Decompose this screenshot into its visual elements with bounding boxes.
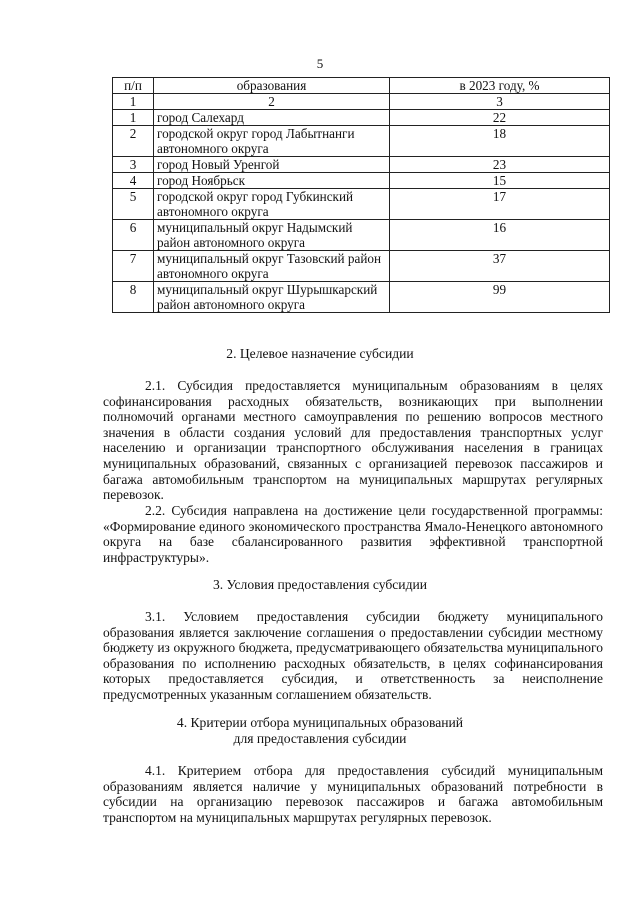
table-row: [113, 251, 610, 282]
table-header-row: [113, 78, 610, 94]
table-row: [113, 110, 610, 126]
municipality-name: городской округ город Губкинский автономного округа: [154, 189, 390, 220]
section-3-title: 3. Условия предоставления субсидии: [212, 577, 428, 592]
row-number: 6: [113, 220, 154, 251]
percent-value: 37: [390, 251, 610, 282]
paragraph-4-1: 4.1. Критерием отбора для предоставления субсидий муниципальным образованиям является наличие у муниципальных образований потребности в субсидии на организацию перевозок пассажиров и багажа автомобильным транспортом на муниципальных маршрутах регулярных перевозок.: [103, 763, 603, 825]
table-row: [113, 126, 610, 157]
section-4-title-line-2: для предоставления субсидии: [233, 731, 407, 746]
row-number: 4: [113, 173, 154, 189]
municipality-name: город Салехард: [154, 110, 390, 126]
percent-value: 16: [390, 220, 610, 251]
paragraph-2-1: 2.1. Субсидия предоставляется муниципальным образованиям в целях софинансирования расходных обязательств, возникающих при выполнении полномочий органами местного самоуправления по решению вопросов местного значения в области создания условий для предоставления транспортных услуг населению и организации транспортного обслуживания населения в границах муниципальных образований, связанных с организацией перевозок пассажиров и багажа автомобильным транспортом на муниципальных маршрутах регулярных перевозок.: [103, 378, 603, 503]
row-number: 3: [113, 157, 154, 173]
page-number: 5: [316, 56, 324, 71]
row-number: 7: [113, 251, 154, 282]
row-number: 1: [113, 110, 154, 126]
percent-value: 23: [390, 157, 610, 173]
percent-value: 18: [390, 126, 610, 157]
header-cell-name: образования: [154, 78, 390, 94]
section-4-title-line-1: 4. Критерии отбора муниципальных образований: [176, 715, 464, 730]
municipality-name: городской округ город Лабытнанги автономного округа: [154, 126, 390, 157]
index-cell-2: 2: [154, 94, 390, 110]
row-number: 2: [113, 126, 154, 157]
paragraph-2-2: 2.2. Субсидия направлена на достижение цели государственной программы: «Формирование единого экономического пространства Ямало-Ненецкого автономного округа на базе сбалансированного развития эффективной транспортной инфраструктуры».: [103, 503, 603, 565]
table-row: [113, 220, 610, 251]
table-row: [113, 189, 610, 220]
municipality-name: город Ноябрьск: [154, 173, 390, 189]
row-number: 8: [113, 282, 154, 313]
municipality-name: город Новый Уренгой: [154, 157, 390, 173]
header-cell-num: п/п: [113, 78, 154, 94]
table-row: [113, 282, 610, 313]
index-cell-3: 3: [390, 94, 610, 110]
percent-value: 99: [390, 282, 610, 313]
header-cell-value: в 2023 году, %: [390, 78, 610, 94]
paragraph-3-1: 3.1. Условием предоставления субсидии бюджету муниципального образования является заключение соглашения о предоставлении субсидии местному бюджету из окружного бюджета, предусматривающего обязательства муниципального образования по исполнению расходных обязательств, в целях софинансирования которых предоставляется субсидия, и ответственность за неисполнение предусмотренных указанным соглашением обязательств.: [103, 609, 603, 702]
municipality-name: муниципальный округ Шурышкарский район автономного округа: [154, 282, 390, 313]
table-index-row: [113, 94, 610, 110]
percent-value: 15: [390, 173, 610, 189]
percent-value: 22: [390, 110, 610, 126]
percent-value: 17: [390, 189, 610, 220]
index-cell-1: 1: [113, 94, 154, 110]
subsidy-table: [112, 77, 610, 313]
municipality-name: муниципальный округ Тазовский район автономного округа: [154, 251, 390, 282]
section-2-title: 2. Целевое назначение субсидии: [226, 346, 414, 361]
municipality-name: муниципальный округ Надымский район автономного округа: [154, 220, 390, 251]
table-row: [113, 173, 610, 189]
row-number: 5: [113, 189, 154, 220]
table-row: [113, 157, 610, 173]
